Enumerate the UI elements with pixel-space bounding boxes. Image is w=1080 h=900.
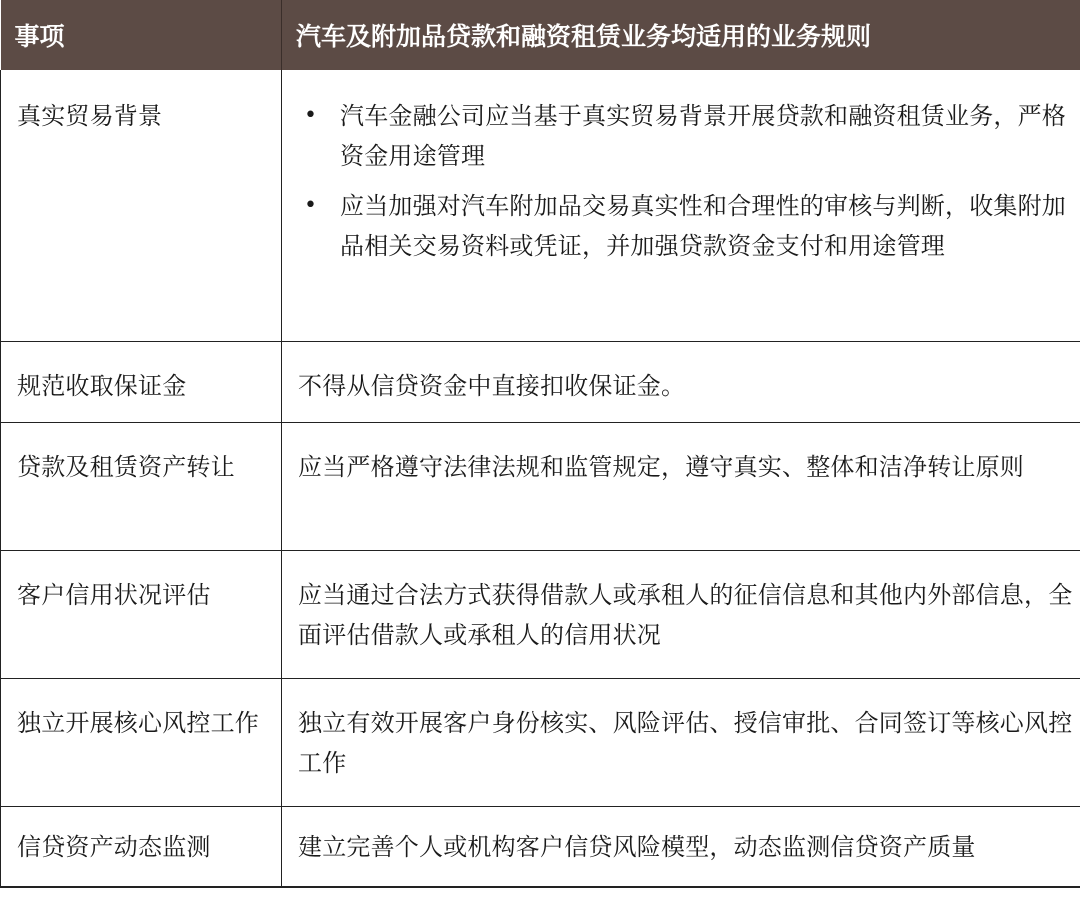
row-item: 客户信用状况评估 xyxy=(1,550,282,678)
row-rules: 应当严格遵守法律法规和监管规定，遵守真实、整体和洁净转让原则 xyxy=(282,422,1080,550)
row-rules: 不得从信贷资金中直接扣收保证金。 xyxy=(282,341,1080,422)
list-item xyxy=(298,96,1075,176)
row-item: 信贷资产动态监测 xyxy=(1,806,282,887)
row-rules xyxy=(282,70,1080,341)
list-item-text: 汽车金融公司应当基于真实贸易背景开展贷款和融资租赁业务，严格资金用途管理 xyxy=(340,102,1066,170)
header-item: 事项 xyxy=(1,0,282,70)
table-row xyxy=(1,70,1080,341)
table-row xyxy=(1,341,1080,422)
bullet-icon: • xyxy=(304,103,318,128)
list-item xyxy=(298,186,1075,266)
row-rules: 应当通过合法方式获得借款人或承租人的征信信息和其他内外部信息，全面评估借款人或承租人的信用状况 xyxy=(282,550,1080,678)
row-rules: 独立有效开展客户身份核实、风险评估、授信审批、合同签订等核心风控工作 xyxy=(282,678,1080,806)
bullet-icon: • xyxy=(304,193,318,218)
table-row xyxy=(1,550,1080,678)
row-item: 规范收取保证金 xyxy=(1,341,282,422)
list-item-text: 应当加强对汽车附加品交易真实性和合理性的审核与判断，收集附加品相关交易资料或凭证，并加强贷款资金支付和用途管理 xyxy=(340,192,1066,260)
row-item: 独立开展核心风控工作 xyxy=(1,678,282,806)
header-rules: 汽车及附加品贷款和融资租赁业务均适用的业务规则 xyxy=(282,0,1080,70)
row-rules: 建立完善个人或机构客户信贷风险模型，动态监测信贷资产质量 xyxy=(282,806,1080,887)
row-item: 真实贸易背景 xyxy=(1,70,282,341)
table-row xyxy=(1,806,1080,887)
table-row xyxy=(1,422,1080,550)
table-header-row xyxy=(1,0,1080,70)
table-row xyxy=(1,678,1080,806)
row-item: 贷款及租赁资产转让 xyxy=(1,422,282,550)
bullet-list xyxy=(298,96,1075,266)
